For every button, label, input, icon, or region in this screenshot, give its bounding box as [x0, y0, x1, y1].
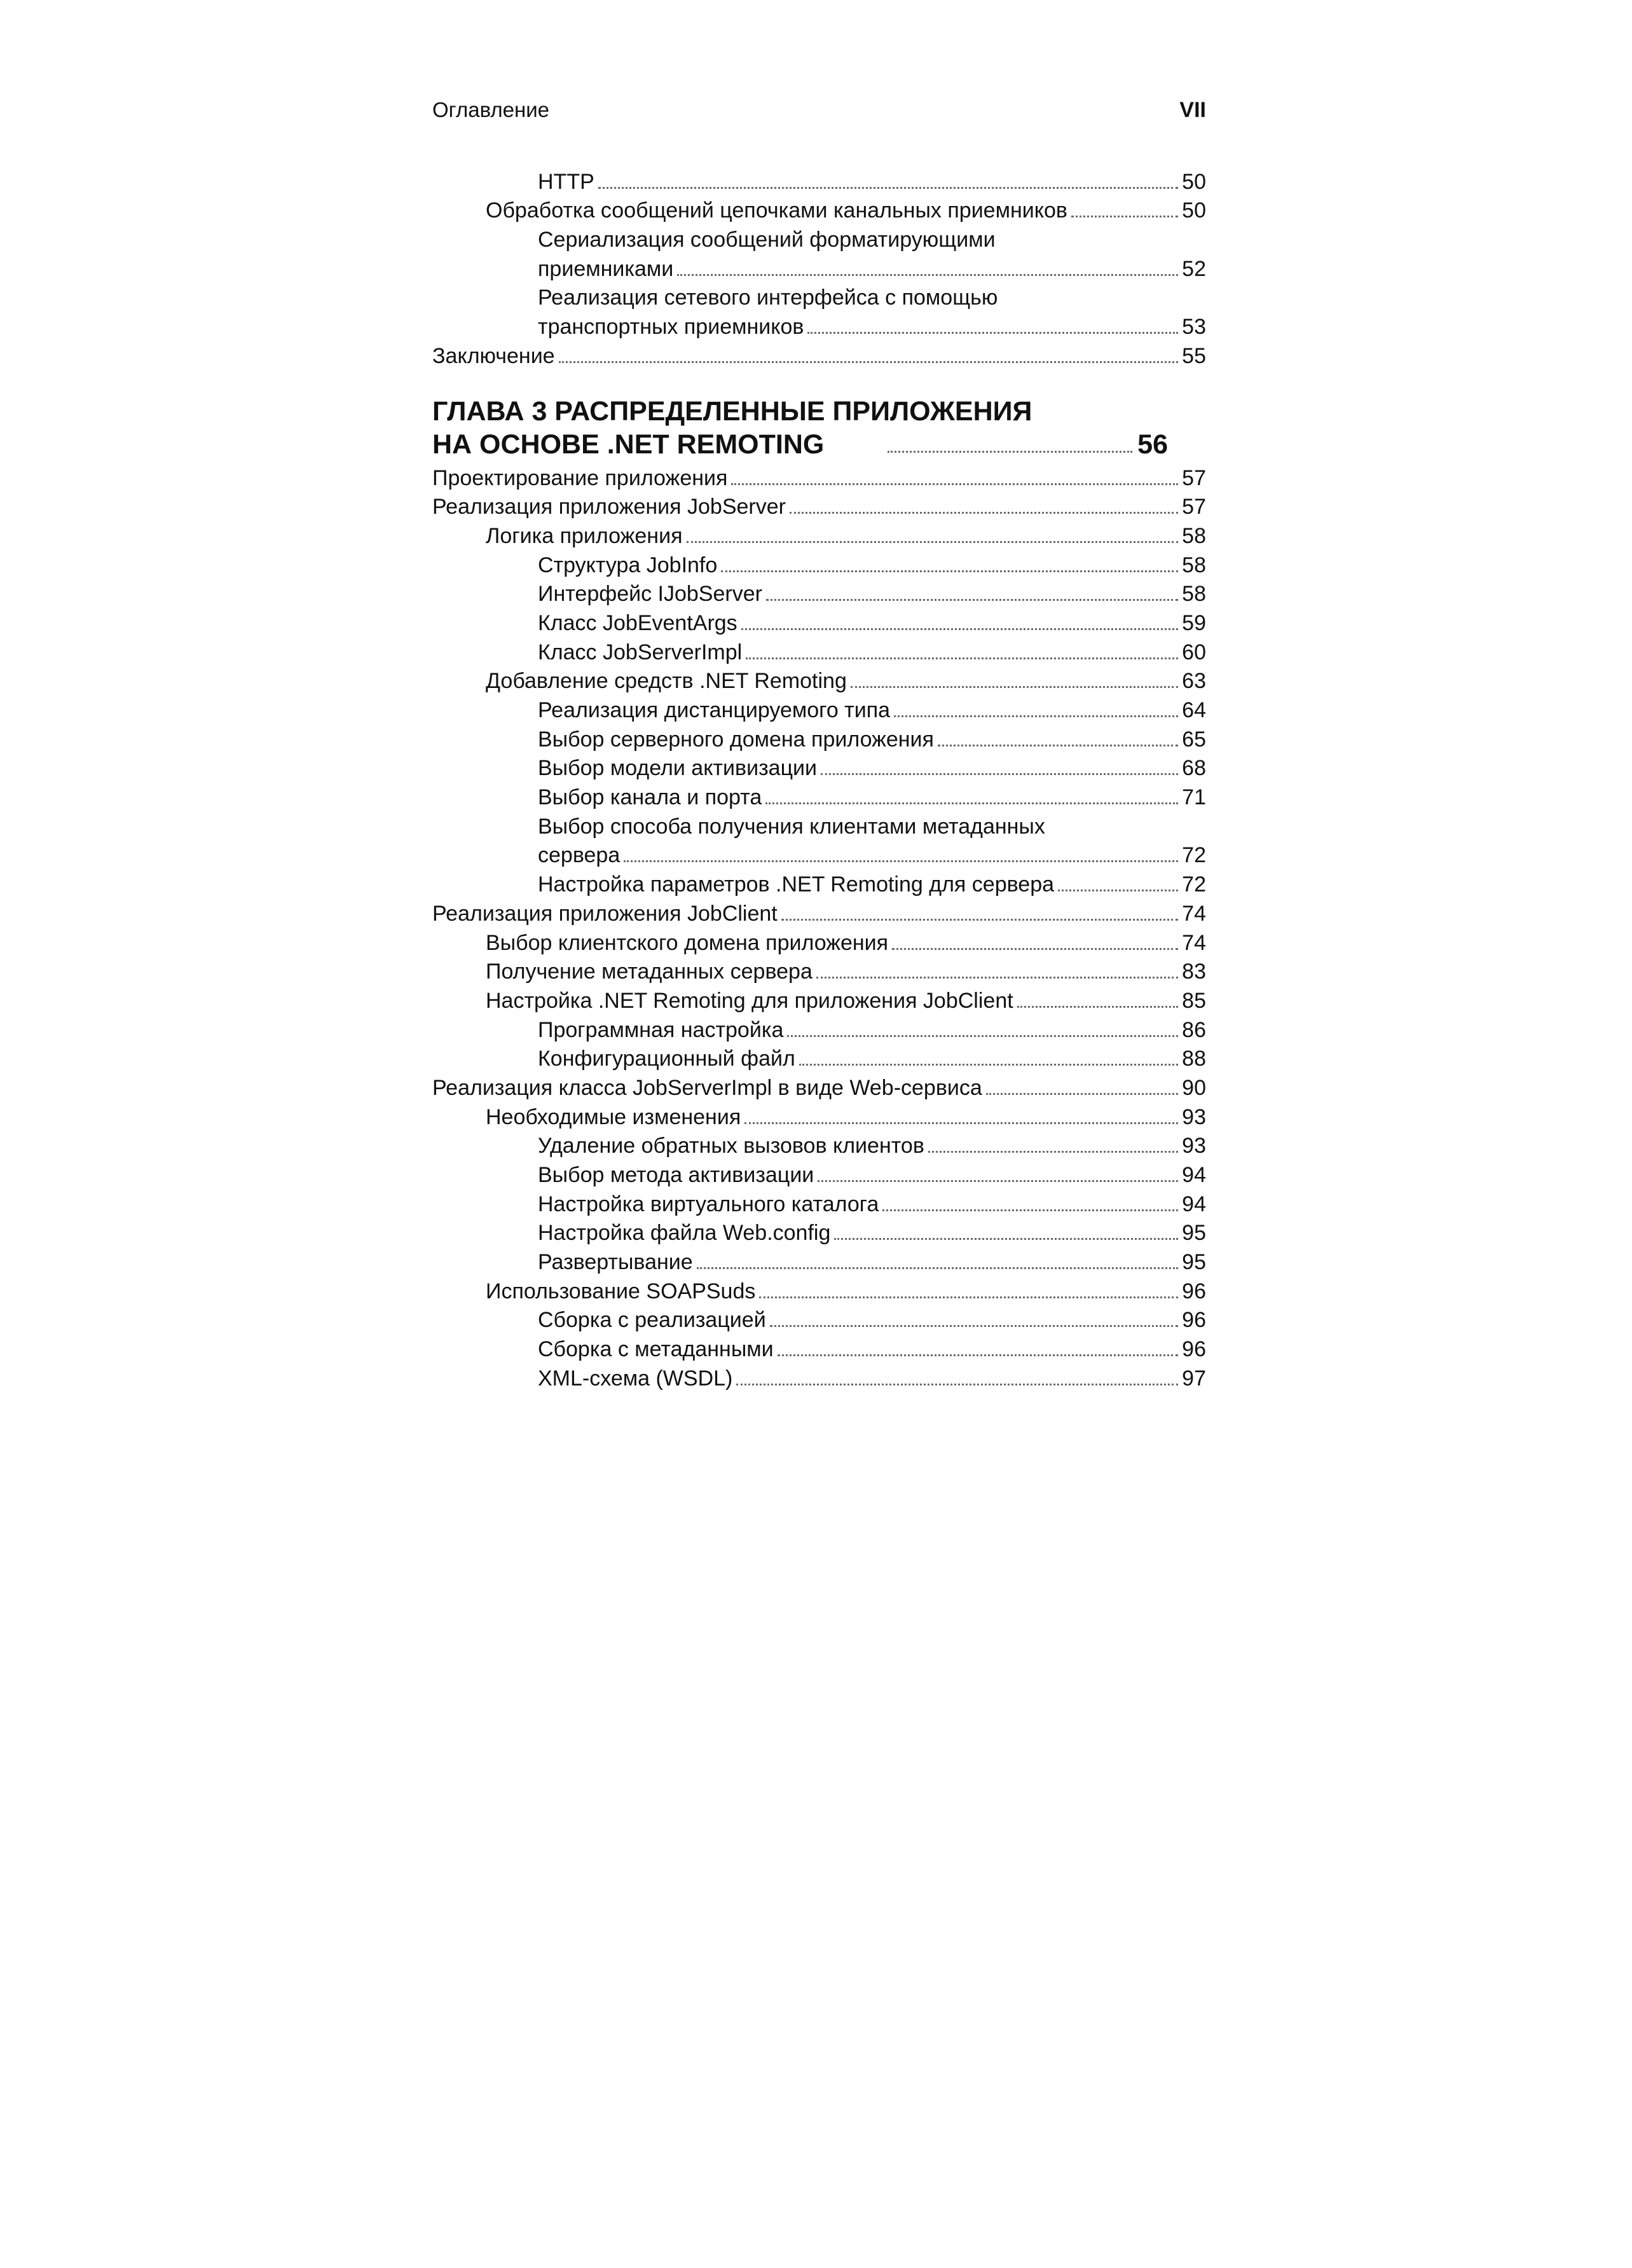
- toc-entry: [432, 312, 1206, 341]
- dot-leader: [781, 919, 1178, 921]
- dot-leader: [818, 1180, 1178, 1182]
- toc-entry-title: Получение метаданных сервера: [486, 959, 813, 984]
- dot-leader: [765, 802, 1178, 804]
- toc-entry: [432, 1247, 1206, 1276]
- toc-entry-title: Программная настройка: [538, 1017, 784, 1042]
- toc-entry-title: Настройка файла Web.config: [538, 1221, 831, 1246]
- toc-entry-title: Класс JobServerImpl: [538, 640, 743, 664]
- toc-entry-page: 57: [1182, 495, 1206, 519]
- toc-entry: [432, 1044, 1206, 1073]
- toc-entry-title: Сборка с реализацией: [538, 1308, 766, 1333]
- dot-leader: [816, 977, 1178, 979]
- toc-entry-page: 83: [1182, 959, 1206, 984]
- toc-entry-page: 71: [1182, 785, 1206, 810]
- toc-entry: [432, 753, 1206, 783]
- toc-entry-title: XML-схема (WSDL): [538, 1366, 733, 1391]
- toc-entry-page: 90: [1182, 1075, 1206, 1100]
- dot-leader: [799, 1064, 1178, 1066]
- toc-entry-title: Проектирование приложения: [432, 465, 728, 490]
- toc-entry-page: 95: [1182, 1250, 1206, 1275]
- dot-leader: [721, 570, 1178, 572]
- dot-leader: [928, 1151, 1178, 1153]
- toc-entry-title: Развертывание: [538, 1250, 693, 1275]
- toc-entry-page: 86: [1182, 1017, 1206, 1042]
- dot-leader: [888, 451, 1132, 453]
- toc-entry-page: 55: [1182, 343, 1206, 368]
- toc-entry-page: 96: [1182, 1308, 1206, 1333]
- toc-entry: [432, 869, 1206, 898]
- toc-entry-title: Реализация сетевого интерфейса с помощью: [538, 285, 998, 310]
- dot-leader: [598, 187, 1178, 189]
- toc-entry-page: 53: [1182, 315, 1206, 340]
- toc-entry-title: Выбор клиентского домена приложения: [486, 930, 889, 955]
- toc-entry-title: Выбор способа получения клиентами метаданных: [538, 814, 1045, 839]
- dot-leader: [731, 483, 1178, 485]
- toc-entry-title: Реализация класса JobServerImpl в виде Web-сервиса: [432, 1075, 982, 1100]
- dot-leader: [1071, 216, 1178, 217]
- toc-entry-page: 68: [1182, 756, 1206, 781]
- toc-entry-page: 96: [1182, 1279, 1206, 1303]
- toc-entry-page: 50: [1182, 198, 1206, 223]
- toc-entry: [432, 254, 1206, 283]
- dot-leader: [892, 948, 1178, 950]
- toc-entry: [432, 283, 1206, 312]
- toc-entry: [432, 224, 1206, 254]
- toc-entry-page: 94: [1182, 1192, 1206, 1216]
- toc-entry: [432, 167, 1206, 196]
- toc-entry: [432, 782, 1206, 811]
- toc-entry-page: 58: [1182, 553, 1206, 577]
- toc-entry: [432, 637, 1206, 666]
- dot-leader: [1058, 890, 1178, 891]
- toc-entry: [432, 492, 1206, 521]
- dot-leader: [807, 332, 1178, 334]
- toc-entry: [432, 579, 1206, 608]
- toc-entry-page: 72: [1182, 843, 1206, 868]
- toc-entry-page: 52: [1182, 256, 1206, 281]
- toc-entry-page: 60: [1182, 640, 1206, 664]
- toc-entry-title: Выбор канала и порта: [538, 785, 762, 810]
- toc-entry-title: Класс JobEventArgs: [538, 610, 737, 635]
- toc-entry-page: 93: [1182, 1104, 1206, 1129]
- toc-entry-title: Сборка с метаданными: [538, 1337, 774, 1362]
- dot-leader: [882, 1209, 1178, 1211]
- toc-entry: [432, 1189, 1206, 1218]
- dot-leader: [697, 1267, 1178, 1269]
- toc-entry: [432, 196, 1206, 225]
- toc-entry-title: Удаление обратных вызовов клиентов: [538, 1134, 924, 1158]
- dot-leader: [787, 1035, 1178, 1037]
- toc-entry: [432, 1276, 1206, 1305]
- toc-entry-title: Настройка параметров .NET Remoting для сервера: [538, 872, 1055, 897]
- toc-entry-title: HTTP: [538, 169, 594, 194]
- toc-entry: [432, 724, 1206, 753]
- dot-leader: [687, 541, 1179, 543]
- toc-entry-page: 96: [1182, 1337, 1206, 1362]
- chapter-heading: [432, 394, 1206, 460]
- toc-entry: [432, 957, 1206, 986]
- toc-entry: [432, 928, 1206, 957]
- toc-entry-title: сервера: [538, 843, 621, 868]
- toc-entry-page: 57: [1182, 465, 1206, 490]
- toc-entry: [432, 986, 1206, 1015]
- toc-entry-page: 93: [1182, 1134, 1206, 1158]
- toc-entry-page: 63: [1182, 669, 1206, 694]
- toc-entry-page: 58: [1182, 523, 1206, 548]
- toc-entry: [432, 463, 1206, 492]
- dot-leader: [1017, 1006, 1178, 1008]
- toc-entry: [432, 841, 1206, 870]
- toc-entry-title: Логика приложения: [486, 523, 683, 548]
- toc-entry-title: Обработка сообщений цепочками канальных приемников: [486, 198, 1067, 223]
- toc-entry-title: Структура JobInfo: [538, 553, 718, 577]
- toc-entry-page: 65: [1182, 727, 1206, 752]
- dot-leader: [834, 1238, 1178, 1240]
- toc-entry-title: Настройка виртуального каталога: [538, 1192, 879, 1216]
- toc-entry: [432, 1305, 1206, 1335]
- dot-leader: [766, 599, 1178, 601]
- toc-entry: [432, 608, 1206, 637]
- toc-entry-title: приемниками: [538, 256, 674, 281]
- toc-entry-title: Сериализация сообщений форматирующими: [538, 228, 996, 252]
- table-of-contents: [432, 167, 1206, 1392]
- toc-section-before: [432, 167, 1206, 370]
- dot-leader: [790, 512, 1178, 514]
- chapter-title-line-1: [432, 394, 1206, 427]
- toc-entry-title: Интерфейс IJobServer: [538, 582, 762, 607]
- toc-entry-title: Выбор модели активизации: [538, 756, 818, 781]
- toc-entry: [432, 341, 1206, 370]
- running-head: [432, 94, 1206, 126]
- toc-entry-page: 88: [1182, 1047, 1206, 1071]
- toc-entry-title: Добавление средств .NET Remoting: [486, 669, 847, 694]
- toc-section-after: [432, 463, 1206, 1392]
- dot-leader: [624, 860, 1178, 862]
- toc-entry-title: Выбор серверного домена приложения: [538, 727, 934, 752]
- toc-entry: [432, 1073, 1206, 1102]
- toc-entry: [432, 1218, 1206, 1247]
- toc-entry-title: Реализация приложения JobServer: [432, 495, 786, 519]
- dot-leader: [778, 1354, 1179, 1356]
- toc-entry: [432, 1363, 1206, 1392]
- toc-entry-page: 85: [1182, 988, 1206, 1013]
- toc-entry: [432, 1160, 1206, 1189]
- toc-entry: [432, 1334, 1206, 1363]
- toc-entry-title: транспортных приемников: [538, 315, 804, 340]
- toc-entry: [432, 898, 1206, 928]
- chapter-title-line-2: [432, 427, 1206, 460]
- running-head-section: Оглавление: [432, 98, 549, 121]
- toc-entry: [432, 1015, 1206, 1044]
- toc-entry-page: 58: [1182, 582, 1206, 607]
- chapter-title-2: НА ОСНОВЕ .NET REMOTING: [432, 429, 825, 460]
- toc-entry-page: 50: [1182, 169, 1206, 194]
- toc-entry: [432, 811, 1206, 841]
- page-number-roman: VII: [1179, 98, 1206, 122]
- toc-entry-page: 74: [1182, 901, 1206, 926]
- toc-entry-title: Необходимые изменения: [486, 1104, 741, 1129]
- dot-leader: [677, 274, 1178, 276]
- toc-entry: [432, 521, 1206, 550]
- toc-entry-title: Заключение: [432, 343, 555, 368]
- chapter-title-1: ГЛАВА 3 РАСПРЕДЕЛЕННЫЕ ПРИЛОЖЕНИЯ: [432, 395, 1032, 427]
- toc-entry-title: Выбор метода активизации: [538, 1163, 814, 1187]
- toc-entry-title: Настройка .NET Remoting для приложения JobClient: [486, 988, 1013, 1013]
- toc-entry: [432, 550, 1206, 579]
- dot-leader: [759, 1296, 1178, 1298]
- chapter-page-number: 56: [1137, 429, 1168, 460]
- toc-entry-page: 59: [1182, 610, 1206, 635]
- toc-entry: [432, 695, 1206, 724]
- toc-entry-page: 64: [1182, 698, 1206, 722]
- dot-leader: [894, 715, 1178, 717]
- toc-entry-page: 97: [1182, 1366, 1206, 1391]
- dot-leader: [744, 1122, 1178, 1124]
- toc-entry-page: 94: [1182, 1163, 1206, 1187]
- dot-leader: [821, 773, 1178, 775]
- toc-entry-title: Конфигурационный файл: [538, 1047, 795, 1071]
- dot-leader: [736, 1384, 1178, 1385]
- dot-leader: [741, 628, 1179, 630]
- dot-leader: [770, 1325, 1178, 1327]
- dot-leader: [938, 745, 1178, 746]
- toc-entry: [432, 1102, 1206, 1131]
- dot-leader: [746, 657, 1178, 659]
- toc-entry-page: 95: [1182, 1221, 1206, 1246]
- toc-entry-title: Реализация дистанцируемого типа: [538, 698, 891, 722]
- toc-entry-page: 74: [1182, 930, 1206, 955]
- toc-entry: [432, 666, 1206, 696]
- toc-entry-title: Использование SOAPSuds: [486, 1279, 756, 1303]
- dot-leader: [851, 686, 1178, 688]
- toc-entry: [432, 1131, 1206, 1160]
- toc-entry-title: Реализация приложения JobClient: [432, 901, 778, 926]
- dot-leader: [559, 361, 1179, 363]
- toc-entry-page: 72: [1182, 872, 1206, 897]
- dot-leader: [986, 1093, 1178, 1095]
